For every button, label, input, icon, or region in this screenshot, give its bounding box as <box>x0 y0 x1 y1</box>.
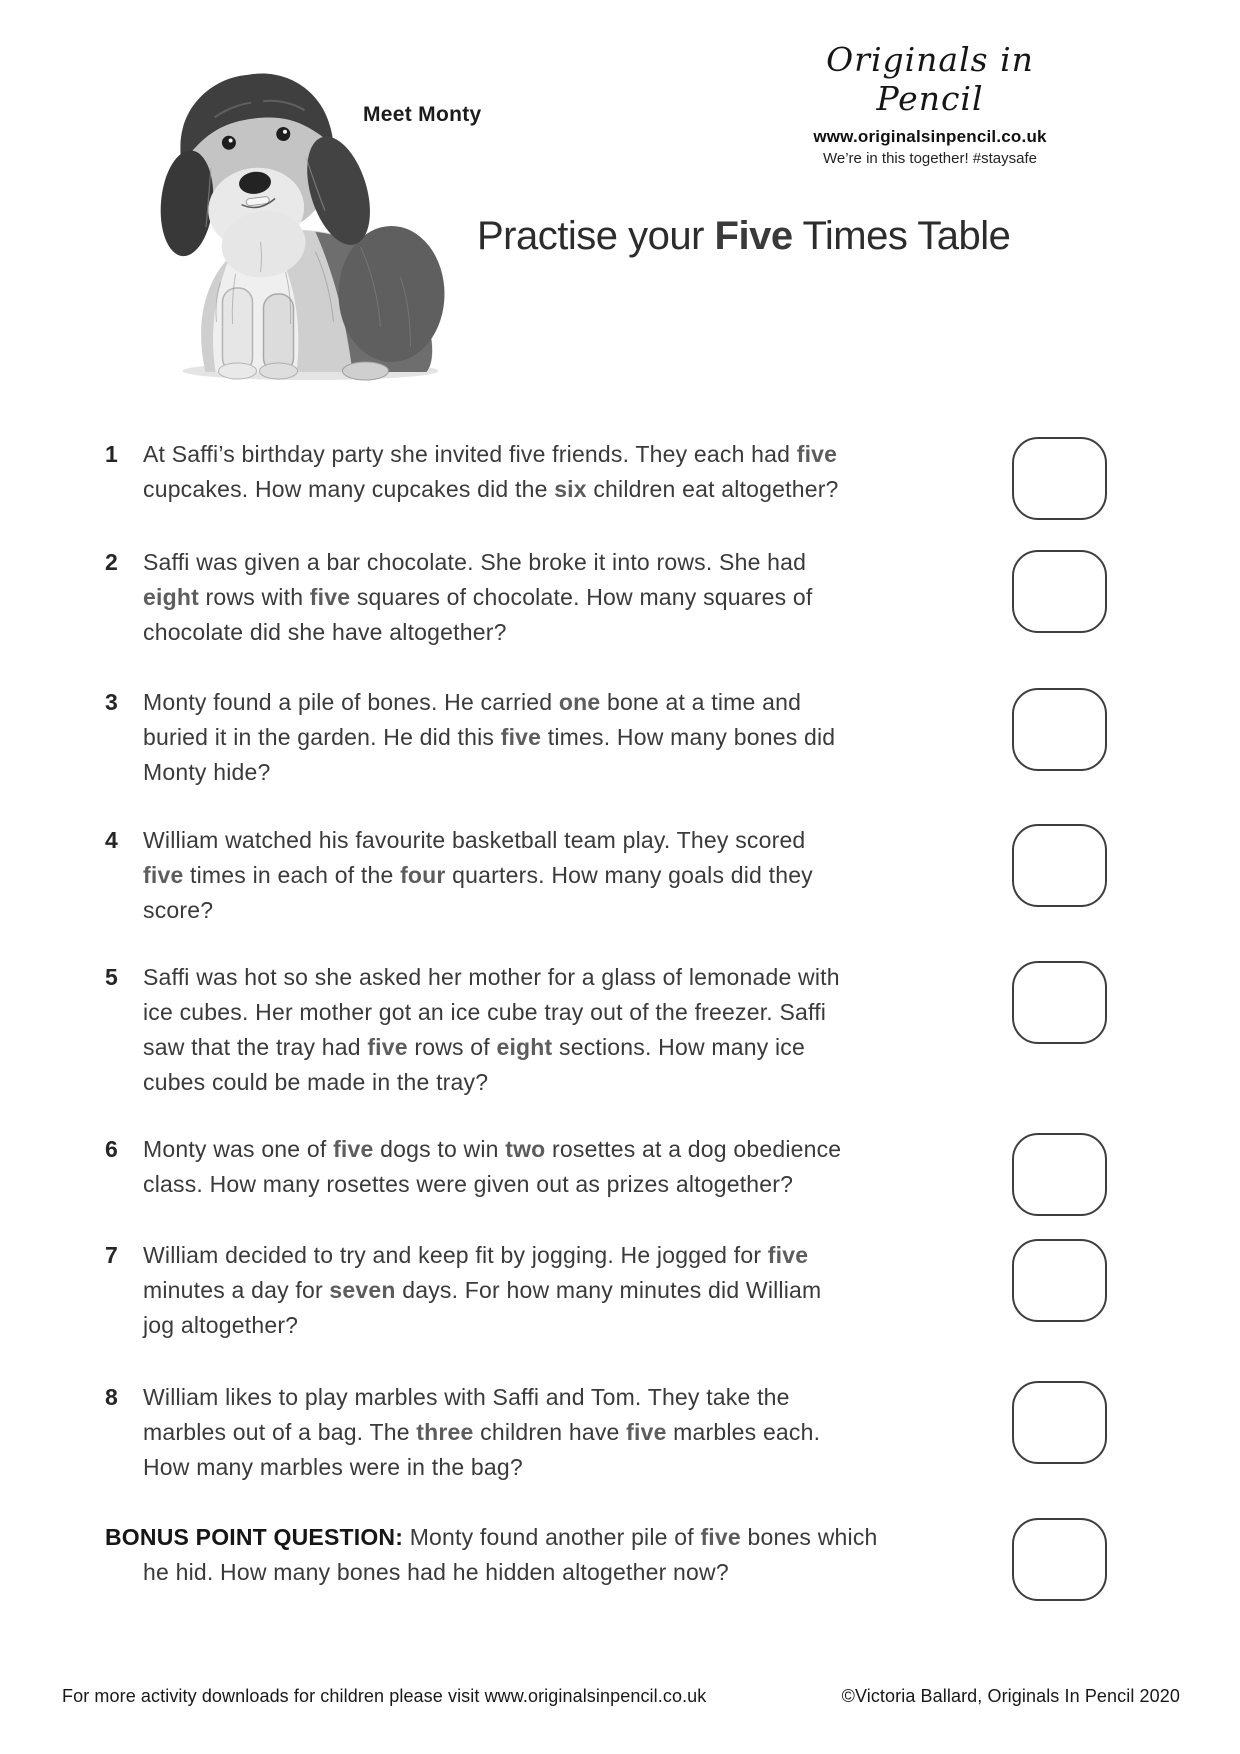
question-text-segment: saw that the tray had <box>143 1034 368 1060</box>
question-text-line <box>143 1415 1005 1450</box>
footer-left-text: For more activity downloads for children please visit www.originalsinpencil.co.uk <box>62 1686 707 1706</box>
question-number: 7 <box>105 1242 118 1268</box>
question-text-line <box>143 960 1005 995</box>
question-text-line <box>105 1555 1005 1590</box>
question-text-segment: Monty was one of <box>143 1136 334 1162</box>
question-text-segment: bone at a time and <box>600 689 802 715</box>
question-text-line <box>143 1167 1005 1202</box>
question-text-segment: squares of chocolate. How many squares of <box>350 584 813 610</box>
question-text-line <box>105 1520 1005 1555</box>
answer-box[interactable] <box>1012 1518 1107 1601</box>
question-text-segment: chocolate did she have altogether? <box>143 619 507 645</box>
emphasised-number-word: two <box>505 1136 546 1162</box>
question-text-line <box>143 1030 1005 1065</box>
question-text-segment: times in each of the <box>183 862 401 888</box>
question-row <box>105 1238 1005 1343</box>
brand-block <box>770 40 1090 167</box>
question-text <box>143 1380 1005 1485</box>
question-number: 3 <box>105 689 118 715</box>
question-text-segment: William watched his favourite basketball team play. They scored <box>143 827 806 853</box>
question-text-segment: bones which <box>740 1524 878 1550</box>
question-text <box>143 545 1005 650</box>
question-text-line <box>143 823 1005 858</box>
emphasised-number-word: seven <box>329 1277 396 1303</box>
question-text <box>143 1238 1005 1343</box>
question-row <box>105 1132 1005 1202</box>
monty-dog-illustration <box>108 42 458 382</box>
question-text-line <box>143 1065 1005 1100</box>
emphasised-number-word: five <box>367 1034 408 1060</box>
question-text-segment: he hid. How many bones had he hidden altogether now? <box>143 1559 729 1585</box>
question-text-segment: rows with <box>198 584 310 610</box>
bonus-label: BONUS POINT QUESTION: <box>105 1524 404 1550</box>
question-text-segment: children have <box>473 1419 627 1445</box>
question-text-line <box>143 472 1005 507</box>
question-text-segment: rows of <box>407 1034 497 1060</box>
question-number: 6 <box>105 1136 118 1162</box>
question-text-segment: dogs to win <box>373 1136 506 1162</box>
question-row <box>105 545 1005 650</box>
question-text-segment: sections. How many ice <box>552 1034 806 1060</box>
brand-tagline: We’re in this together! #staysafe <box>823 150 1037 167</box>
question-text-segment: jog altogether? <box>143 1312 299 1338</box>
question-text-segment: times. How many bones did <box>541 724 836 750</box>
question-text-line <box>143 995 1005 1030</box>
question-text-line <box>143 858 1005 893</box>
emphasised-number-word: five <box>143 862 184 888</box>
question-text <box>143 685 1005 790</box>
page-title-post: Times Table <box>792 214 1011 258</box>
question-text-line <box>143 615 1005 650</box>
question-text-line <box>143 1308 1005 1343</box>
question-text-segment: marbles out of a bag. The <box>143 1419 417 1445</box>
answer-box[interactable] <box>1012 961 1107 1044</box>
question-number: 5 <box>105 964 118 990</box>
answer-box[interactable] <box>1012 437 1107 520</box>
answer-box[interactable] <box>1012 824 1107 907</box>
question-text-segment: Monty hide? <box>143 759 271 785</box>
emphasised-number-word: one <box>558 689 601 715</box>
question-number: 1 <box>105 441 118 467</box>
emphasised-number-word: eight <box>143 584 199 610</box>
question-text-line <box>143 720 1005 755</box>
question-text-segment: William decided to try and keep fit by jogging. He jogged for <box>143 1242 768 1268</box>
question-row <box>105 1380 1005 1485</box>
question-text-segment: minutes a day for <box>143 1277 330 1303</box>
question-row <box>105 823 1005 928</box>
page-title-highlight: Five <box>714 214 793 258</box>
footer-copyright: ©Victoria Ballard, Originals In Pencil 2020 <box>841 1686 1180 1706</box>
answer-box[interactable] <box>1012 688 1107 771</box>
question-text-segment: rosettes at a dog obedience <box>545 1136 842 1162</box>
question-text-line <box>143 1132 1005 1167</box>
question-row <box>105 960 1005 1100</box>
question-text-segment: Saffi was given a bar chocolate. She broke it into rows. She had <box>143 549 807 575</box>
question-text <box>105 1520 1005 1590</box>
question-text <box>143 960 1005 1100</box>
question-text-segment: At Saffi’s birthday party she invited five friends. They each had <box>143 441 797 467</box>
emphasised-number-word: four <box>400 862 446 888</box>
emphasised-number-word: eight <box>496 1034 553 1060</box>
question-text-segment: William likes to play marbles with Saffi and Tom. They take the <box>143 1384 790 1410</box>
question-text-segment: Monty found a pile of bones. He carried <box>143 689 559 715</box>
question-row <box>105 437 1005 507</box>
brand-logo-text: Originals in Pencil <box>826 40 1034 118</box>
answer-box[interactable] <box>1012 1133 1107 1216</box>
meet-monty-label: Meet Monty <box>363 103 482 126</box>
emphasised-number-word: five <box>700 1524 741 1550</box>
question-text-segment: cubes could be made in the tray? <box>143 1069 489 1095</box>
emphasised-number-word: five <box>626 1419 667 1445</box>
question-text-line <box>143 580 1005 615</box>
footer <box>62 1686 1180 1707</box>
question-text-segment: children eat altogether? <box>586 476 839 502</box>
question-text-segment: score? <box>143 897 214 923</box>
question-text-line <box>143 1273 1005 1308</box>
question-text-line <box>143 685 1005 720</box>
question-text-line <box>143 1238 1005 1273</box>
emphasised-number-word: five <box>333 1136 374 1162</box>
question-text-segment: ice cubes. Her mother got an ice cube tray out of the freezer. Saffi <box>143 999 827 1025</box>
question-text <box>143 823 1005 928</box>
question-text-line <box>143 755 1005 790</box>
emphasised-number-word: five <box>309 584 351 610</box>
page-title <box>477 214 1010 259</box>
emphasised-number-word: five <box>767 1242 809 1268</box>
question-text-line <box>143 545 1005 580</box>
question-row <box>105 685 1005 790</box>
page-title-pre: Practise your <box>477 214 715 258</box>
emphasised-number-word: six <box>554 476 587 502</box>
bonus-question-row <box>105 1520 1005 1590</box>
question-text-segment: cupcakes. How many cupcakes did the <box>143 476 555 502</box>
question-number: 4 <box>105 827 118 853</box>
emphasised-number-word: five <box>500 724 542 750</box>
brand-url: www.originalsinpencil.co.uk <box>813 127 1047 146</box>
question-text <box>143 1132 1005 1202</box>
question-text <box>143 437 1005 507</box>
question-text-line <box>143 893 1005 928</box>
question-text-line <box>143 1380 1005 1415</box>
question-number: 8 <box>105 1384 118 1410</box>
question-text-segment: Monty found another pile of <box>403 1524 701 1550</box>
question-text-segment: buried it in the garden. He did this <box>143 724 501 750</box>
question-text-segment: marbles each. <box>666 1419 821 1445</box>
question-text-segment: days. For how many minutes did William <box>395 1277 822 1303</box>
answer-box[interactable] <box>1012 550 1107 633</box>
question-text-line <box>143 437 1005 472</box>
answer-box[interactable] <box>1012 1381 1107 1464</box>
emphasised-number-word: three <box>416 1419 474 1445</box>
question-text-segment: Saffi was hot so she asked her mother for a glass of lemonade with <box>143 964 840 990</box>
question-text-segment: class. How many rosettes were given out as prizes altogether? <box>143 1171 794 1197</box>
question-text-segment: quarters. How many goals did they <box>445 862 813 888</box>
question-text-segment: How many marbles were in the bag? <box>143 1454 523 1480</box>
emphasised-number-word: five <box>796 441 838 467</box>
answer-box[interactable] <box>1012 1239 1107 1322</box>
question-text-line <box>143 1450 1005 1485</box>
question-number: 2 <box>105 549 118 575</box>
